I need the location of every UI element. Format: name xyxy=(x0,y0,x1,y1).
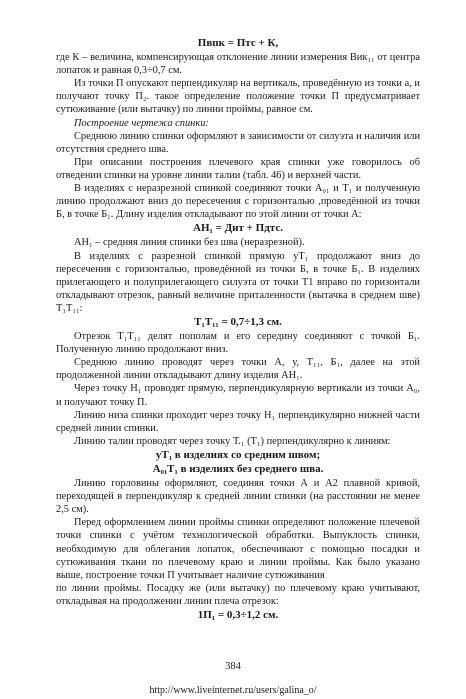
paragraph-13: Линию талии проводят через точку Т.₁ (Т₁) перпендикулярно к линиям: xyxy=(74,435,391,447)
source-url: http://www.liveinternet.ru/users/galina_o/ xyxy=(149,685,317,696)
paragraph-5: При описании построения плечевого края спинки уже говорилось об отведении спинки на уровне линии талии (табл. 46) и верхней части. xyxy=(56,156,420,181)
formula-3: Т₁Т₁₁ = 0,7÷1,3 см. xyxy=(194,315,282,328)
paragraph-16: по линии проймы. Посадку же (или вытачку) по плечевому краю учитывают, откладывая на продолжении линии плеча отрезок: xyxy=(56,582,420,607)
paragraph-11: Через точку Н₁ проводят прямую, перпендикулярную вертикали из точки А₀, и получают точку П. xyxy=(56,383,420,408)
formula-6: 1П₁ = 0,3÷1,2 см. xyxy=(197,609,279,622)
paragraph-12: Линию низа спинки проходит через точку Н₁ перпендикулярно нижней части средней линии спинки. xyxy=(56,409,420,434)
paragraph-1: где К – величина, компенсирующая отклонение линии измерения Вик₁₁ от центра лопаток и равная 0,3÷0,7 см. xyxy=(56,52,420,77)
paragraph-9: Отрезок Т₁Т₁₁ делят пополам и его середину соединяют с точкой Б₁. Полученную линию продолжают вниз. xyxy=(56,331,420,356)
paragraph-6: В изделиях с неразрезной спинкой соединяют точки А₀₁ и Т₁ и полученную линию продолжают вниз до пересечения с горизонталью ,проведённой из точки Б, в точке Б₁. Длину изделия откладывают по этой линии от точки А: xyxy=(56,183,420,221)
paragraph-15: Перед оформлением линии проймы спинки определяют положение плечевой точки спинки с учётом технологической обработки. Выпуклость спинки, необходимую для облегания лопаток, обеспечивают с помощью посадки и сутюживания ткани по плечевому краю и линии проймы. Как было указано выше, построение точки П учитывает наличие сутюживания xyxy=(56,517,420,581)
formula-1: Пвпк = Птс + К, xyxy=(197,37,279,49)
page-number: 384 xyxy=(225,661,241,672)
paragraph-10: Среднюю линию проводят через точки А, у, Т₁₁, Б₁, далее на этой продолженной линии откладывают длину изделия АН₁. xyxy=(56,357,420,382)
formula-5: А₀₁Т₁ в изделиях без среднего шва. xyxy=(152,463,324,475)
paragraph-4: Среднюю линию спинки оформляют в зависимости от силуэта и наличия или отсутствия среднего шва. xyxy=(56,130,420,155)
formula-2: АН₁ = Дит + Пдтс. xyxy=(193,222,283,235)
section-heading: Построение чертежа спинки: xyxy=(74,117,209,129)
paragraph-14: Линию горловины оформляют, соединяя точки А и А2 плавной кривой, переходящей в перпендикуляр к средней линии спинки (на расстоянии не менее 2,5 см). xyxy=(56,478,420,516)
paragraph-7: АН₁ – средняя линия спинки без шва (неразрезной). xyxy=(74,237,305,249)
page-content xyxy=(56,36,420,623)
paragraph-8: В изделиях с разрезной спинкой прямую уТ₁ продолжают вниз до пересечения с горизонталью, проведённой из точки Б, в точке Б₁. В изделиях прилегающего и полуприлегающего силуэта от точки Т1 вправо по горизонтали откладывают отрезок, равный величине приталенности (вытачка в среднем шве) Т₁Т₁₁: xyxy=(56,250,420,314)
paragraph-2: Из точки П опускают перпендикуляр на вертикаль, проведённую из точки а, и получают точку П₂. такое определение положение точки П предусматривает сутюживание (или вытачку) по линии проймы, равное см. xyxy=(56,78,420,116)
formula-4: уТ₁ в изделиях со средним швом; xyxy=(155,448,321,461)
